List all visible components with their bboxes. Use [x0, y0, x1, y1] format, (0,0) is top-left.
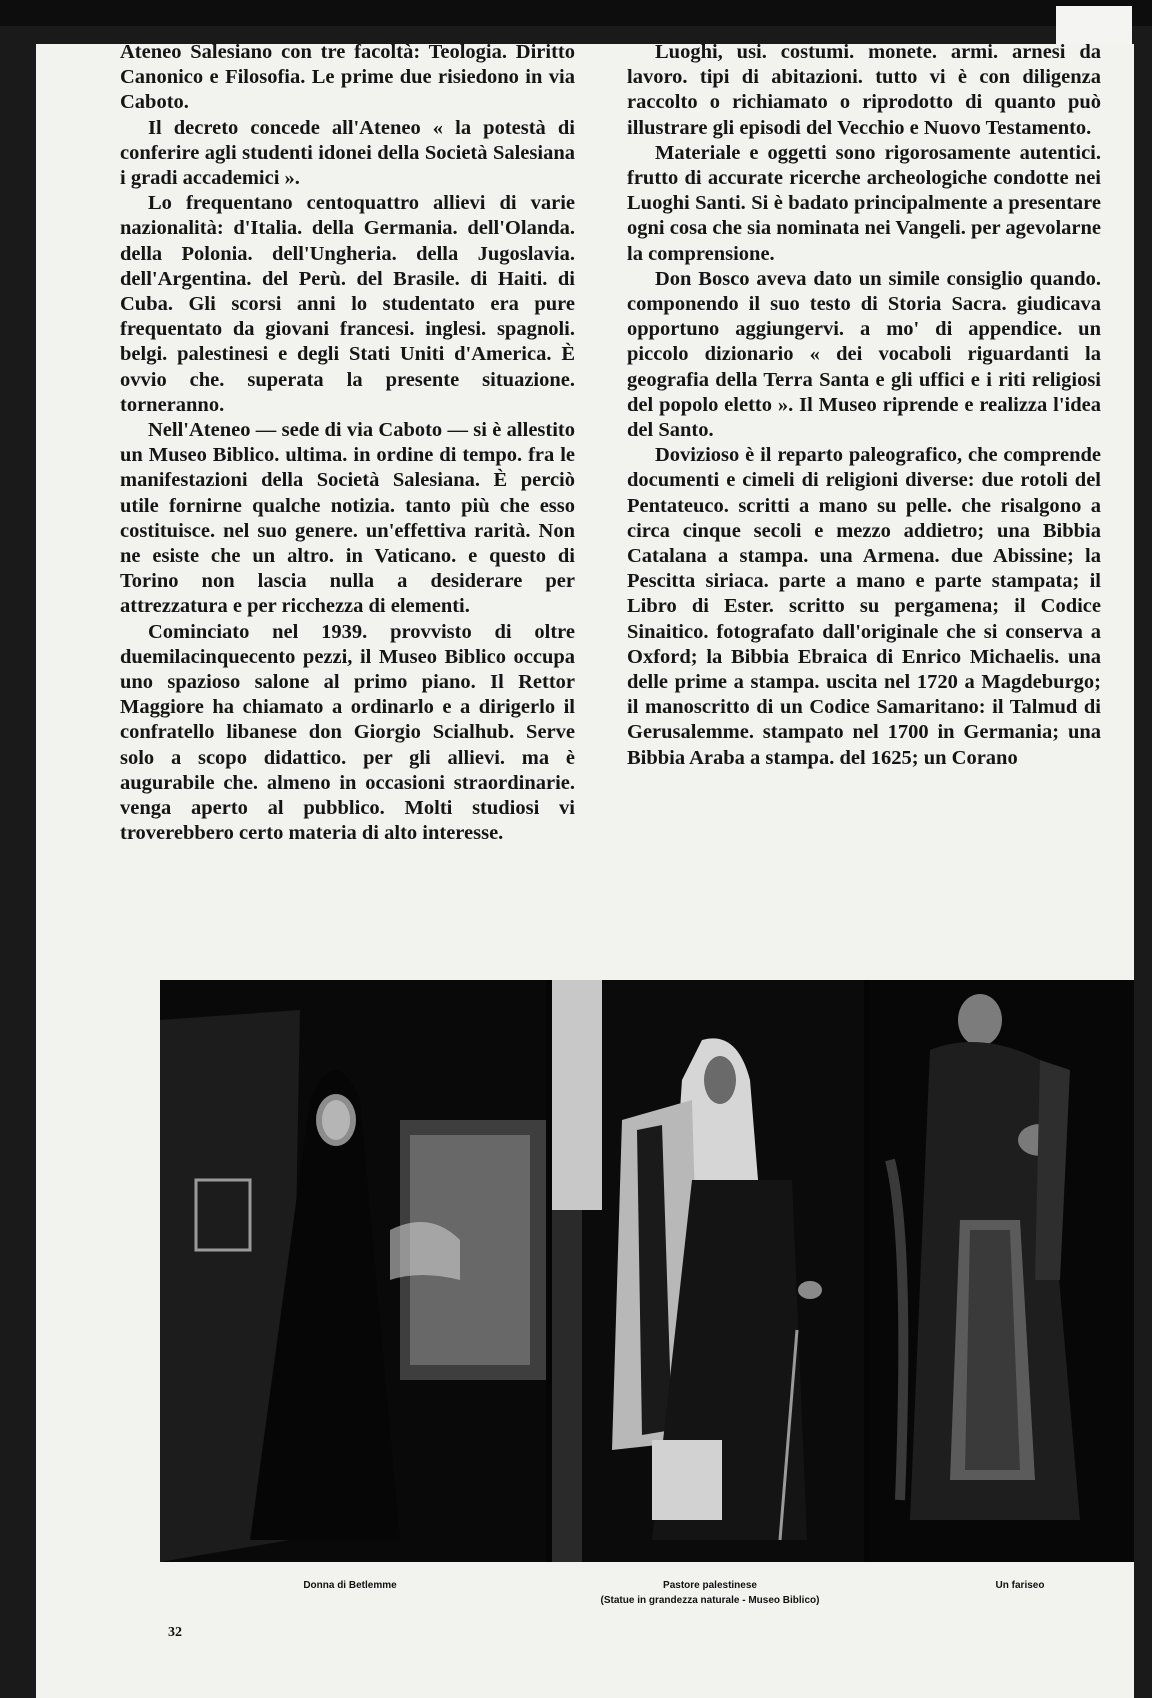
paragraph: Cominciato nel 1939. provvisto di oltre duemilacinquecento pezzi, il Museo Biblico occupa uno spazioso salone al primo piano. Il Rettor Maggiore ha chiamato a ordinarlo e a dirigerlo il confratello libanese don Giorgio Scialhub. Serve solo a scopo didattico. per gli allievi. ma è augurabile che. almeno in occasioni straordinarie. venga aperto al pubblico. Molti studiosi vi troverebbero certo materia di alto interesse. — [120, 620, 575, 845]
photo-pharisee — [870, 980, 1134, 1562]
photo-woman-of-bethlehem — [160, 980, 546, 1562]
paragraph: Lo frequentano centoquattro allievi di varie nazionalità: d'Italia. della Germania. dell'Olanda. della Polonia. dell'Ungheria. della Jugoslavia. dell'Argentina. del Perù. del Brasile. di Haiti. di Cuba. Gli scorsi anni lo studentato era pure frequentato da giovani francesi. inglesi. spagnoli. belgi. palestinesi e degli Stati Uniti d'America. È ovvio che. superata la presente situazione. torneranno. — [120, 192, 575, 416]
photo-palestinian-shepherd — [552, 980, 864, 1562]
left-column — [120, 40, 575, 847]
paragraph: Luoghi, usi. costumi. monete. armi. arnesi da lavoro. tipi di abitazioni. tutto vi è con diligenza raccolto o richiamato o riprodotto di quanto può illustrare gli episodi del Vecchio e Nuovo Testamento. — [627, 41, 1101, 139]
paragraph: Il decreto concede all'Ateneo « la potestà di conferire agli studenti idonei della Società Salesiana i gradi accademici ». — [120, 116, 575, 190]
paragraph: Dovizioso è il reparto paleografico, che comprende documenti e cimeli di religioni diverse: due rotoli del Pentateuco. scritti a mano su pelle. che risalgono a circa cinque secoli e mezzo addietro; una Bibbia Catalana a stampa. una Armena. due Abissine; la Pescitta siriaca. parte a mano e parte stampata; il Libro di Ester. scritto su pergamena; il Codice Sinaitico. fotografato dall'originale che si conserva a Oxford; la Bibbia Ebraica di Enrico Michaelis. una delle prime a stampa. uscita nel 1720 a Magdeburgo; il manoscritto di un Codice Samaritano: il Talmud di Gerusalemme. stampato nel 1700 in Germania; una Bibbia Araba a stampa. del 1625; un Corano — [627, 444, 1101, 769]
caption-photo2-line2: (Statue in grandezza naturale - Museo Biblico) — [600, 1595, 820, 1606]
caption-photo1: Donna di Betlemme — [303, 1580, 397, 1591]
scan-border-top — [0, 0, 1152, 26]
photo-strip — [160, 980, 1134, 1562]
paragraph: Ateneo Salesiano con tre facoltà: Teologia. Diritto Canonico e Filosofia. Le prime due risiedono in via Caboto. — [120, 41, 575, 114]
caption-photo3: Un fariseo — [995, 1580, 1045, 1591]
scan-tab — [1056, 6, 1132, 44]
paragraph: Nell'Ateneo — sede di via Caboto — si è allestito un Museo Biblico. ultima. in ordine di tempo. fra le manifestazioni della Società Salesiana. È perciò utile fornirne qualche notizia. tanto più che esso costituisce. nel suo genere. un'effettiva rarità. Non ne esiste che un altro. in Vaticano. e questo di Torino non lascia nulla a desiderare per attrezzatura e per ricchezza di elementi. — [120, 419, 575, 618]
paragraph: Don Bosco aveva dato un simile consiglio quando. componendo il suo testo di Storia Sacra. giudicava opportuno aggiungervi. a mo' di appendice. un piccolo dizionario « dei vocaboli riguardanti la geografia della Terra Santa e gli uffici e i riti religiosi del popolo eletto ». Il Museo riprende e realizza l'idea del Santo. — [627, 267, 1101, 442]
paragraph: Materiale e oggetti sono rigorosamente autentici. frutto di accurate ricerche archeologiche condotte nei Luoghi Santi. Si è badato principalmente a presentare ogni cosa che sia nominata nei Vangeli. per agevolarne la comprensione. — [627, 141, 1101, 265]
caption-photo2 — [560, 1578, 860, 1608]
page-number: 32 — [168, 1625, 182, 1640]
right-column — [627, 40, 1101, 771]
caption-photo2-line1: Pastore palestinese — [663, 1580, 757, 1591]
